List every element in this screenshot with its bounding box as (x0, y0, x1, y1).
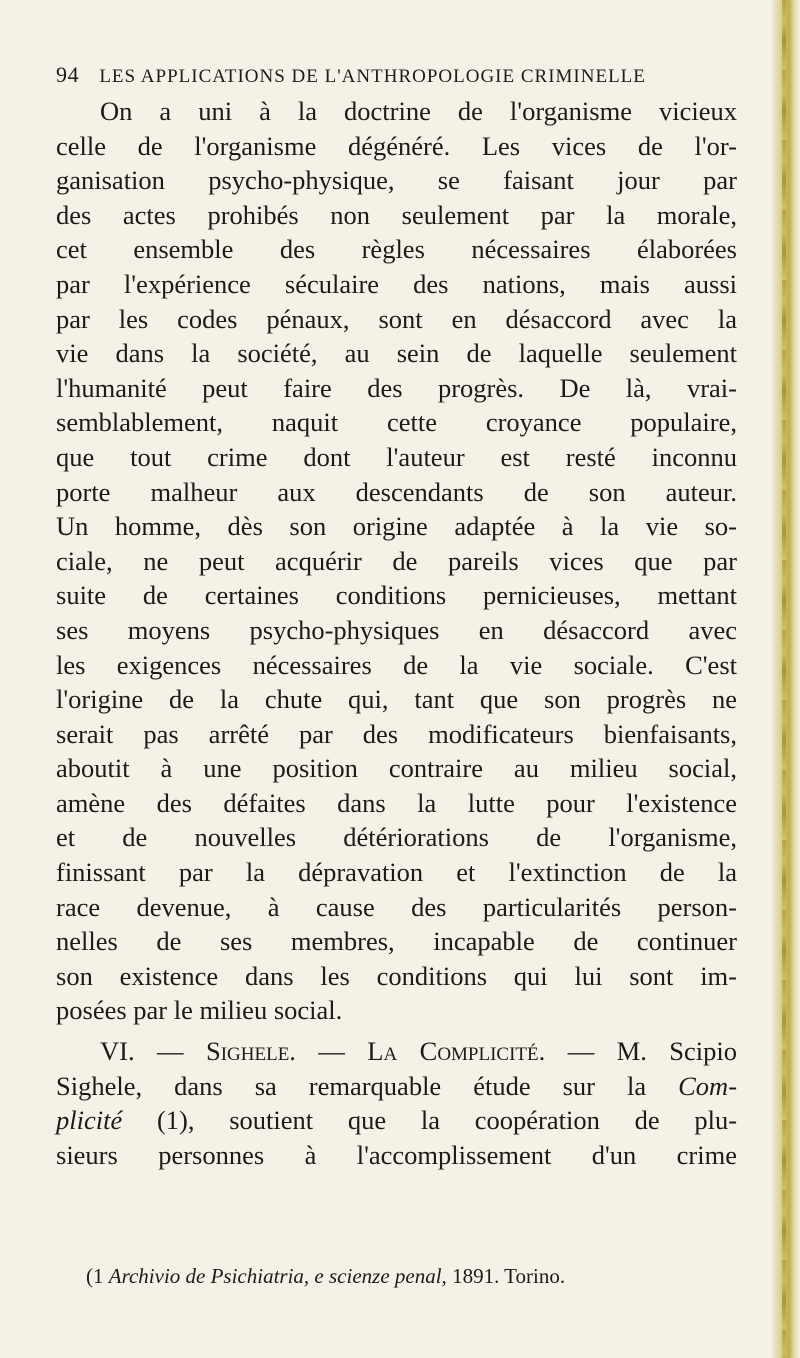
text-line: aboutit à une position contraire au milieu social, (56, 753, 737, 784)
running-head-title: LES APPLICATIONS DE L'ANTHROPOLOGIE CRIMINELLE (99, 66, 646, 87)
text-line: les exigences nécessaires de la vie sociale. C'est (56, 649, 737, 680)
text-line: serait pas arrêté par des modificateurs bienfaisants, (56, 718, 737, 749)
text-line: posées par le milieu social. (56, 995, 343, 1026)
text-line: que tout crime dont l'auteur est resté inconnu (56, 441, 737, 472)
text-line: On a uni à la doctrine de l'organisme vicieux (100, 96, 737, 126)
text-line: ses moyens psycho-physiques en désaccord avec (56, 614, 737, 645)
text-line: porte malheur aux descendants de son auteur. (56, 476, 737, 507)
text-line: et de nouvelles détériorations de l'organisme, (56, 822, 737, 853)
text-line: finissant par la dépravation et l'extinction de la (56, 857, 737, 888)
dash: — (157, 1036, 184, 1066)
text-line: par l'expérience séculaire des nations, mais aussi (56, 268, 737, 299)
dash: — (567, 1036, 595, 1066)
footnote-imprint: 1891. Torino. (452, 1264, 566, 1288)
text-fragment: Sighele, dans sa remarquable étude sur la (56, 1070, 647, 1101)
running-head (56, 60, 746, 92)
text-line: semblablement, naquit cette croyance populaire, (56, 407, 737, 438)
text-line: race devenue, à cause des particularités person- (56, 891, 737, 922)
text-line: Un homme, dès son origine adaptée à la vie so- (56, 511, 737, 542)
section-lead: M. Scipio (616, 1036, 738, 1066)
italic-fragment: Com- (678, 1070, 738, 1101)
section-author: Sighele. (205, 1036, 296, 1066)
text-line: cet ensemble des règles nécessaires élaborées (56, 234, 737, 265)
italic-fragment: plicité (56, 1105, 123, 1136)
text-line: vie dans la société, au sein de laquelle seulement (56, 338, 737, 369)
text-line: son existence dans les conditions qui lui sont im- (56, 960, 737, 991)
text-line: suite de certaines conditions pernicieuses, mettant (56, 580, 737, 611)
text-line: par les codes pénaux, sont en désaccord avec la (56, 303, 737, 334)
text-line: nelles de ses membres, incapable de continuer (56, 926, 737, 957)
page-edge-binding (772, 0, 800, 1358)
dash: — (318, 1036, 345, 1066)
text-line: ciale, ne peut acquérir de pareils vices que par (56, 545, 737, 576)
page-number: 94 (56, 62, 80, 87)
footnote-marker: (1 (86, 1264, 104, 1288)
text-line: celle de l'organisme dégénéré. Les vices de l'or- (56, 130, 737, 161)
footnote-journal: Archivio de Psichiatria, e scienze penal, (108, 1264, 447, 1288)
section-number: VI. (100, 1036, 135, 1066)
text-line: l'humanité peut faire des progrès. De là, vrai- (56, 372, 737, 403)
text-line: des actes prohibés non seulement par la morale, (56, 199, 737, 230)
section-topic: La Complicité. (367, 1036, 546, 1066)
text-line: sieurs personnes à l'accomplissement d'un crime (56, 1139, 737, 1170)
text-line: l'origine de la chute qui, tant que son progrès ne (56, 684, 737, 715)
text-line: amène des défaites dans la lutte pour l'existence (56, 787, 737, 818)
footnote (86, 1262, 736, 1290)
section-heading-line (56, 1034, 737, 1069)
section-vi-complicity (56, 1034, 737, 1172)
paragraph-degenerate-organism (56, 94, 737, 1028)
text-line: ganisation psycho-physique, se faisant jour par (56, 165, 737, 196)
text-line (56, 1103, 737, 1138)
text-fragment: (1), soutient que la coopération de plu- (156, 1105, 738, 1136)
text-line (56, 1069, 737, 1104)
